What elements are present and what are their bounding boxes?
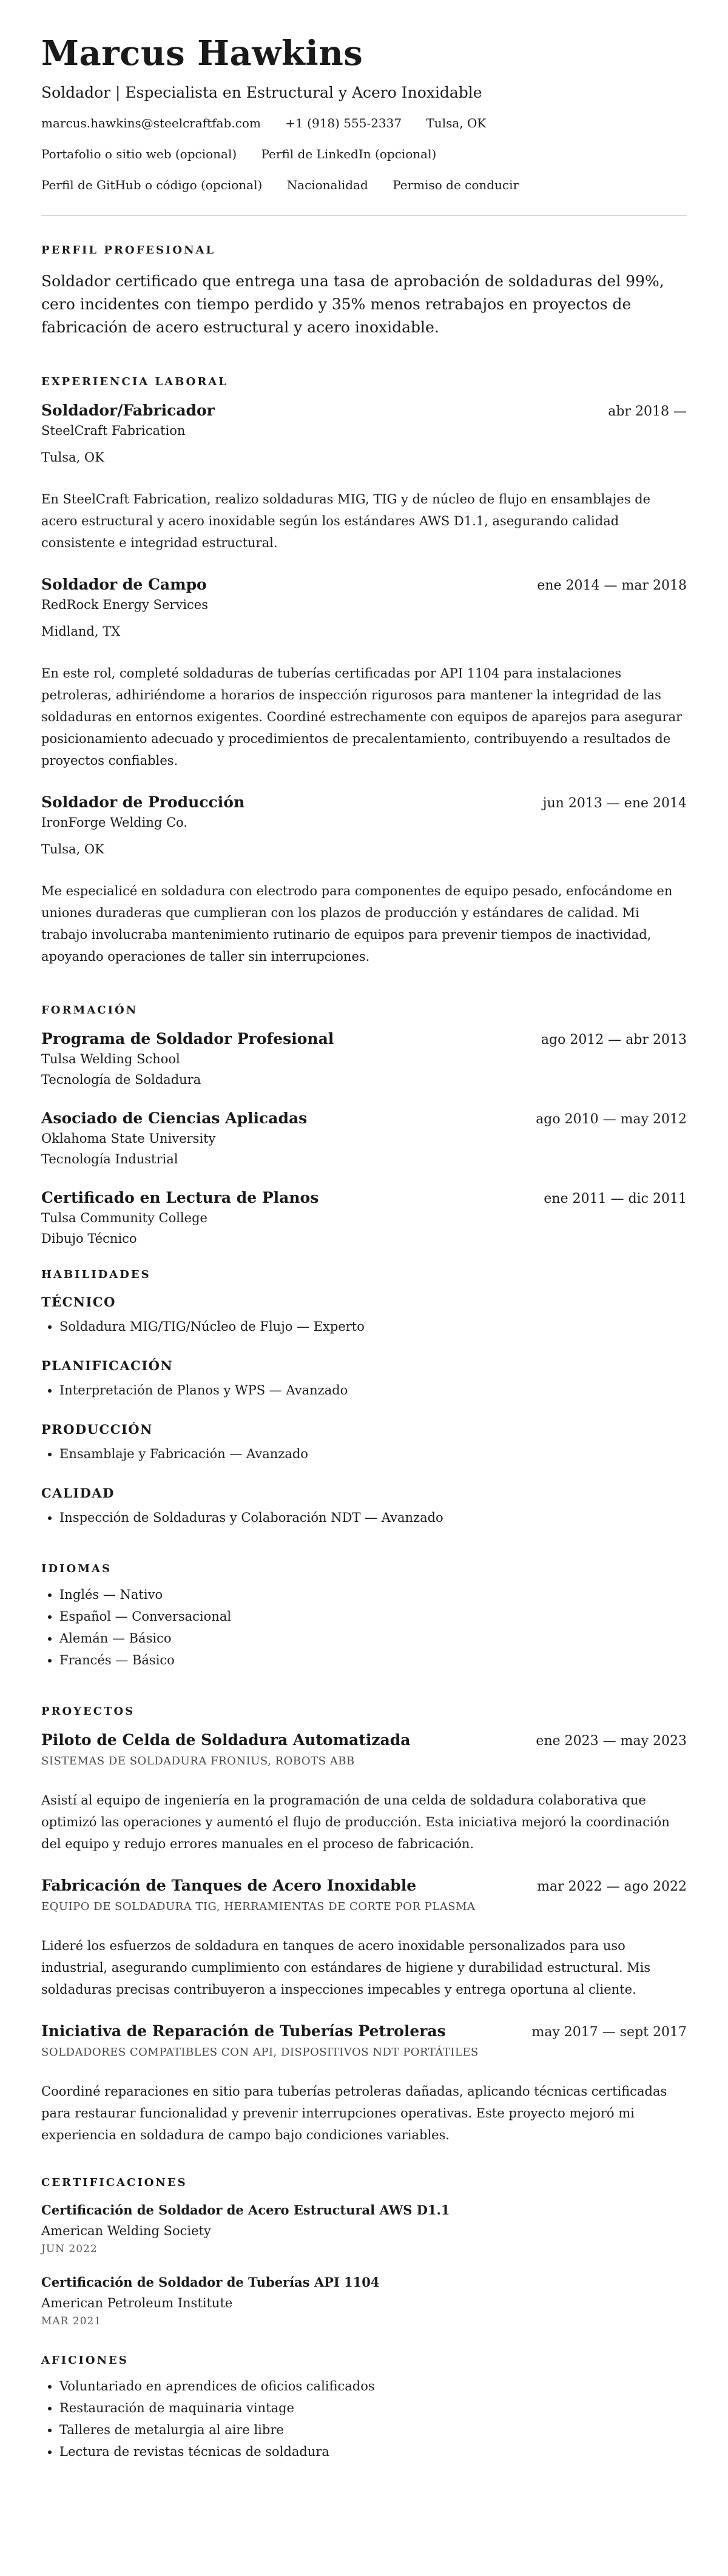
degree: Programa de Soldador Profesional <box>41 1029 334 1048</box>
language-item: • Alemán — Básico <box>59 1627 687 1649</box>
certification-item <box>41 2202 687 2255</box>
driving-license: Permiso de conducir <box>393 177 519 192</box>
education-item <box>41 1189 687 1248</box>
certification-item <box>41 2275 687 2327</box>
skill-item: • Interpretación de Planos y WPS — Avanzado <box>59 1379 687 1401</box>
contact-row-primary <box>41 115 687 132</box>
project-item <box>41 1731 687 1855</box>
profile-title: PERFIL PROFESIONAL <box>41 243 216 257</box>
education-dates: ene 2011 — dic 2011 <box>544 1191 687 1206</box>
languages-section <box>41 1562 687 1671</box>
job-role: Soldador de Producción <box>41 793 245 811</box>
project-item <box>41 1877 687 2000</box>
education-section <box>41 1004 687 1248</box>
job-role: Soldador/Fabricador <box>41 401 215 419</box>
nationality: Nacionalidad <box>286 177 368 192</box>
contact-email[interactable]: marcus.hawkins@steelcraftfab.com <box>41 115 261 130</box>
field-of-study: Tecnología de Soldadura <box>41 1072 201 1087</box>
school: Tulsa Welding School <box>41 1051 180 1066</box>
contact-row-extra <box>41 177 687 193</box>
experience-item <box>41 576 687 772</box>
job-description: Me especialicé en soldadura con electrodo para componentes de equipo pesado, enfocándome en uniones duraderas que cumplieran con los plazos de producción y estándares de calidad. Mi trabajo involucraba mantenimiento rutinario de equipos para prevenir tiempos de inactividad, apoyando operaciones de taller sin interrupciones. <box>41 883 673 964</box>
project-description: Asistí al equipo de ingeniería en la programación de una celda de soldadura colaborativa que optimizó las operaciones y aumentó el flujo de producción. Esta iniciativa mejoró la coordinación del equipo y redujo errores manuales en el proceso de fabricación. <box>41 1792 670 1851</box>
skills-title: HABILIDADES <box>41 1268 151 1281</box>
job-location: Midland, TX <box>41 624 121 639</box>
education-title: FORMACIÓN <box>41 1003 138 1017</box>
skill-category: PLANIFICACIÓN <box>41 1357 174 1373</box>
skill-category: TÉCNICO <box>41 1294 116 1310</box>
job-role: Soldador de Campo <box>41 575 207 593</box>
project-name: Piloto de Celda de Soldadura Automatizada <box>41 1730 411 1749</box>
project-description: Coordiné reparaciones en sitio para tuberías petroleras dañadas, aplicando técnicas certificadas para restaurar funcionalidad y prevenir interrupciones operativas. Este proyecto mejoró mi experiencia en soldadura de campo bajo condiciones variables. <box>41 2083 667 2142</box>
field-of-study: Dibujo Técnico <box>41 1231 137 1246</box>
certification-name: Certificación de Soldador de Acero Estructural AWS D1.1 <box>41 2202 450 2218</box>
experience-item <box>41 402 687 554</box>
job-dates: jun 2013 — ene 2014 <box>542 795 687 811</box>
projects-title: PROYECTOS <box>41 1704 135 1718</box>
job-company: SteelCraft Fabrication <box>41 423 186 438</box>
experience-title: EXPERIENCIA LABORAL <box>41 375 228 388</box>
project-dates: mar 2022 — ago 2022 <box>537 1878 687 1894</box>
hobby-list <box>41 2375 687 2463</box>
certifications-title: CERTIFICACIONES <box>41 2176 187 2189</box>
degree: Asociado de Ciencias Aplicadas <box>41 1109 308 1127</box>
education-dates: ago 2010 — may 2012 <box>536 1111 687 1127</box>
certification-date: MAR 2021 <box>41 2315 102 2327</box>
projects-section <box>41 1705 687 2146</box>
job-description: En este rol, completé soldaduras de tuberías certificadas por API 1104 para instalaciones petroleras, adhiriéndome a horarios de inspección rigurosos para mantener la integridad de las soldaduras en entornos exigentes. Coordiné estrechamente con equipos de aparejos para asegurar posicionamiento adecuado y procedimientos de precalentamiento, contribuyendo a resultados de proyectos confiables. <box>41 665 682 768</box>
certification-date: JUN 2022 <box>41 2242 98 2255</box>
job-description: En SteelCraft Fabrication, realizo soldaduras MIG, TIG y de núcleo de flujo en ensamblajes de acero estructural y acero inoxidable según los estándares AWS D1.1, asegurando calidad consistente e integridad estructural. <box>41 491 651 550</box>
project-description: Lideré los esfuerzos de soldadura en tanques de acero inoxidable personalizados para uso industrial, asegurando cumplimiento con estándares de higiene y durabilidad estructural. Mis soldaduras precisas contribuyeron a inspecciones impecables y entrega oportuna al cliente. <box>41 1938 651 1997</box>
skill-category: CALIDAD <box>41 1485 115 1501</box>
project-item <box>41 2022 687 2146</box>
skills-section <box>41 1268 687 1528</box>
experience-item <box>41 793 687 967</box>
skill-list <box>41 1379 687 1401</box>
contact-phone[interactable]: +1 (918) 555-2337 <box>285 115 402 130</box>
education-dates: ago 2012 — abr 2013 <box>541 1032 687 1048</box>
project-name: Iniciativa de Reparación de Tuberías Petroleras <box>41 2022 446 2040</box>
school: Tulsa Community College <box>41 1210 207 1225</box>
school: Oklahoma State University <box>41 1131 216 1146</box>
language-item: • Español — Conversacional <box>59 1606 687 1627</box>
project-technologies: EQUIPO DE SOLDADURA TIG, HERRAMIENTAS DE CORTE POR PLASMA <box>41 1900 476 1913</box>
hobbies-section <box>41 2354 687 2463</box>
contact-location: Tulsa, OK <box>426 115 487 130</box>
certification-name: Certificación de Soldador de Tuberías API 1104 <box>41 2274 380 2290</box>
field-of-study: Tecnología Industrial <box>41 1151 178 1166</box>
skill-item: • Soldadura MIG/TIG/Núcleo de Flujo — Experto <box>59 1316 687 1337</box>
profile-section <box>41 244 687 339</box>
certification-issuer: American Petroleum Institute <box>41 2295 233 2310</box>
project-name: Fabricación de Tanques de Acero Inoxidable <box>41 1876 417 1894</box>
language-item: • Francés — Básico <box>59 1649 687 1671</box>
skill-category: PRODUCCIÓN <box>41 1421 153 1437</box>
education-item <box>41 1109 687 1168</box>
skill-item: • Inspección de Soldaduras y Colaboración NDT — Avanzado <box>59 1507 687 1528</box>
project-dates: may 2017 — sept 2017 <box>531 2024 687 2040</box>
header-divider <box>41 215 687 216</box>
skill-item: • Ensamblaje y Fabricación — Avanzado <box>59 1443 687 1465</box>
experience-section <box>41 375 687 967</box>
job-company: RedRock Energy Services <box>41 597 208 612</box>
project-technologies: SOLDADORES COMPATIBLES CON API, DISPOSITIVOS NDT PORTÁTILES <box>41 2045 479 2059</box>
skill-list <box>41 1507 687 1528</box>
contact-row-links <box>41 146 687 163</box>
job-dates: abr 2018 — <box>608 403 687 419</box>
linkedin-link[interactable]: Perfil de LinkedIn (opcional) <box>261 146 437 161</box>
portfolio-link[interactable]: Portafolio o sitio web (opcional) <box>41 146 237 161</box>
hobby-item: • Voluntariado en aprendices de oficios calificados <box>59 2375 687 2397</box>
github-link[interactable]: Perfil de GitHub o código (opcional) <box>41 177 263 192</box>
skill-list <box>41 1316 687 1337</box>
candidate-name: Marcus Hawkins <box>41 33 363 73</box>
profile-summary: Soldador certificado que entrega una tasa de aprobación de soldaduras del 99%, cero incidentes con tiempo perdido y 35% menos retrabajos en proyectos de fabricación de acero estructural y acero inoxidable. <box>41 272 664 336</box>
language-item: • Inglés — Nativo <box>59 1584 687 1606</box>
degree: Certificado en Lectura de Planos <box>41 1188 319 1206</box>
job-dates: ene 2014 — mar 2018 <box>537 577 687 593</box>
job-company: IronForge Welding Co. <box>41 815 187 830</box>
project-technologies: SISTEMAS DE SOLDADURA FRONIUS, ROBOTS ABB <box>41 1754 355 1767</box>
certification-issuer: American Welding Society <box>41 2223 211 2238</box>
certifications-section <box>41 2176 687 2327</box>
skill-list <box>41 1443 687 1465</box>
hobby-item: • Lectura de revistas técnicas de soldadura <box>59 2441 687 2463</box>
project-dates: ene 2023 — may 2023 <box>536 1733 687 1749</box>
headline: Soldador | Especialista en Estructural y Acero Inoxidable <box>41 83 482 101</box>
hobbies-title: AFICIONES <box>41 2353 129 2367</box>
resume-header <box>41 35 687 193</box>
hobby-item: • Talleres de metalurgia al aire libre <box>59 2419 687 2441</box>
job-location: Tulsa, OK <box>41 841 104 856</box>
language-list <box>41 1584 687 1671</box>
job-location: Tulsa, OK <box>41 449 104 465</box>
education-item <box>41 1030 687 1089</box>
languages-title: IDIOMAS <box>41 1562 112 1575</box>
hobby-item: • Restauración de maquinaria vintage <box>59 2397 687 2419</box>
